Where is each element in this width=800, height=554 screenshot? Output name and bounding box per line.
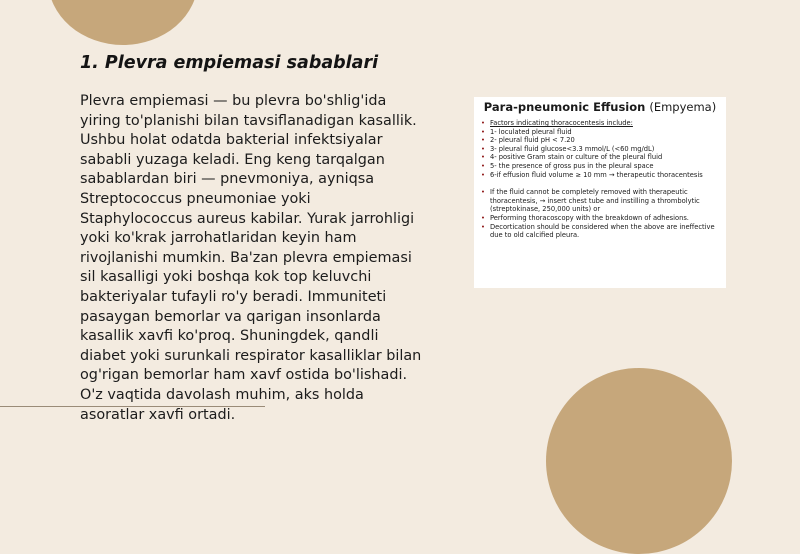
notes-list [480,188,720,240]
para-pneumonic-effusion-figure [474,97,726,288]
factors-list [480,119,720,179]
figure-heading-normal: (Empyema) [649,100,717,114]
decorative-circle-bottom [546,368,732,554]
decorative-circle-top [48,0,198,45]
factors-heading: • Factors indicating thoracocentesis include: [480,119,720,128]
note-item: • Performing thoracoscopy with the breakdown of adhesions. [480,214,720,223]
factor-item: • 6-if effusion fluid volume ≥ 10 mm → therapeutic thoracentesis [480,171,720,180]
note-item: • Decortication should be considered when the above are ineffective due to old calcified pleura. [480,223,720,240]
list-spacer [480,179,720,188]
factor-item: • 2- pleural fluid pH < 7.20 [480,136,720,145]
note-item: • If the fluid cannot be completely removed with therapeutic thoracentesis, → insert chest tube and instilling a thrombolytic (streptokinase, 250,000 units) or [480,188,720,214]
figure-heading [480,100,720,114]
factor-item: • 1- loculated pleural fluid [480,128,720,137]
factor-item: • 3- pleural fluid glucose<3.3 mmol/L (<60 mg/dL) [480,145,720,154]
slide-title: 1. Plevra empiemasi sabablari [80,53,379,73]
factor-item: • 4- positive Gram stain or culture of the pleural fluid [480,153,720,162]
figure-heading-bold: Para-pneumonic Effusion [483,100,646,114]
slide-body-text: Plevra empiemasi — bu plevra bo'shlig'ida yiring to'planishi bilan tavsiflanadigan kasallik. Ushbu holat odatda bakterial infektsiyalar sababli yuzaga keladi. Eng keng tarqalgan sabablardan biri — pnevmoniya, ayniqsa Streptococcus pneumoniae yoki Staphylococcus aureus kabilar. Yurak jarrohligi yoki ko'krak jarrohatlaridan keyin ham rivojlanishi mumkin. Ba'zan plevra empiemasi sil kasalligi yoki boshqa kok top keluvchi bakteriyalar tufayli ro'y beradi. Immuniteti pasaygan bemorlar va qarigan insonlarda kasallik xavfi ko'proq. Shuningdek, qandli diabet yoki surunkali respirator kasalliklar bilan og'rigan bemorlar ham xavf ostida bo'lishadi. O'z vaqtida davolash muhim, aks holda asoratlar xavfi ortadi. [80,93,422,423]
factor-item: • 5- the presence of gross pus in the pleural space [480,162,720,171]
